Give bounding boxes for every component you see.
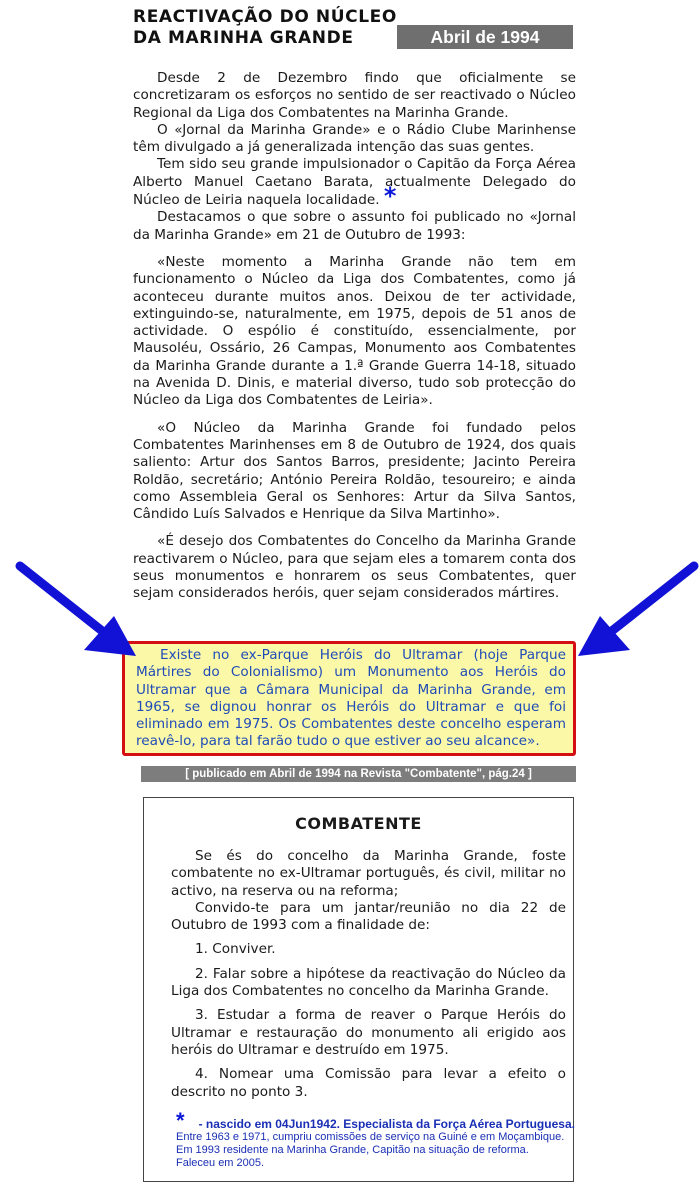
footnote-line-4: Faleceu em 2005. bbox=[176, 1157, 265, 1169]
notice-paragraph-1: Se és do concelho da Marinha Grande, foste combatente no ex-Ultramar português, és civil, militar no activo, na reserva ou na reforma; bbox=[171, 848, 566, 899]
article-title bbox=[133, 7, 397, 49]
highlight-text: Existe no ex-Parque Heróis do Ultramar (hoje Parque Mártires do Colonialismo) um Monumento aos Heróis do Ultramar que a Câmara Municipal da Marinha Grande, em 1965, se dignou honrar os Heróis do Ultramar e que foi eliminado em 1975. Os Combatentes deste concelho esperam reavê-lo, para tal farão tudo o que estiver ao seu alcance». bbox=[136, 647, 566, 750]
notice-item-2: 2. Falar sobre a hipótese da reactivação do Núcleo da Liga dos Combatentes no concelho da Marinha Grande. bbox=[171, 965, 566, 1000]
left-arrow-icon bbox=[14, 560, 142, 660]
footnote-line-1 bbox=[176, 1108, 576, 1133]
right-arrow-icon bbox=[572, 560, 700, 660]
notice-item-3: 3. Estudar a forma de reaver o Parque Heróis do Ultramar e restauração do monumento ali erigido aos heróis do Ultramar e destruído em 1975. bbox=[171, 1007, 566, 1058]
notice-title: COMBATENTE bbox=[295, 814, 422, 833]
footnote-line-2: Entre 1963 e 1971, cumpriu comissões de serviço na Guiné e em Moçambique. bbox=[176, 1131, 565, 1143]
notice-item-1: 1. Conviver. bbox=[195, 941, 276, 958]
notice-paragraph-2: Convido-te para um jantar/reunião no dia 22 de Outubro de 1993 com a finalidade de: bbox=[171, 899, 566, 934]
highlighted-paragraph bbox=[122, 641, 576, 756]
title-line-2: DA MARINHA GRANDE bbox=[133, 28, 354, 48]
quote-2: «O Núcleo da Marinha Grande foi fundado pelos Combatentes Marinhenses em 8 de Outubro de 1924, dos quais saliento: Artur dos Santos Barros, presidente; Jacinto Pereira Roldão, secretário; António Pereira Roldão, tesoureiro; e ainda como Assembleia Geral os Senhores: Artur da Silva Santos, Cândido Luís Salvados e Henrique da Silva Martinho». bbox=[133, 419, 576, 523]
footnote-asterisk-icon: * bbox=[176, 1108, 185, 1133]
date-badge: Abril de 1994 bbox=[397, 25, 573, 49]
publication-caption: [ publicado em Abril de 1994 na Revista "Combatente", pág.24 ] bbox=[141, 766, 576, 782]
notice-body bbox=[171, 848, 566, 1101]
paragraph-4: Destacamos o que sobre o assunto foi publicado no «Jornal da Marinha Grande» em 21 de Outubro de 1993: bbox=[133, 209, 576, 243]
asterisk-icon: * bbox=[383, 182, 397, 211]
paragraph-2: O «Jornal da Marinha Grande» e o Rádio Clube Marinhense têm divulgado a já generalizada intenção das suas gentes. bbox=[133, 121, 576, 156]
quote-3: «É desejo dos Combatentes do Concelho da Marinha Grande reactivarem o Núcleo, para que sejam eles a tomarem conta dos seus monumentos e honrarem os seus Combatentes, quer sejam considerados heróis, quer sejam considerados mártires. bbox=[133, 533, 576, 602]
paragraph-3 bbox=[133, 156, 576, 209]
quote-1: «Neste momento a Marinha Grande não tem em funcionamento o Núcleo da Liga dos Combatentes, como já aconteceu durante muitos anos. Deixou de ter actividade, extinguindo-se, naturalmente, em 1975, depois de 51 anos de actividade. O espólio é constituído, essencialmente, por Mausoléu, Ossário, 26 Campas, Monumento aos Combatentes da Marinha Grande durante a 1.ª Grande Guerra 14-18, situado na Avenida D. Dinis, e material diverso, tudo sob protecção do Núcleo da Liga dos Combatentes de Leiria». bbox=[133, 253, 576, 409]
article-body bbox=[133, 70, 576, 603]
footnote-line-3: Em 1993 residente na Marinha Grande, Capitão na situação de reforma. bbox=[176, 1144, 529, 1156]
title-line-1: REACTIVAÇÃO DO NÚCLEO bbox=[133, 7, 397, 27]
paragraph-3-text: Tem sido seu grande impulsionador o Capitão da Força Aérea Alberto Manuel Caetano Barata, actualmente Delegado do Núcleo de Leiria naquela localidade. bbox=[133, 156, 576, 209]
notice-item-4: 4. Nomear uma Comissão para levar a efeito o descrito no ponto 3. bbox=[171, 1066, 566, 1100]
paragraph-1: Desde 2 de Dezembro findo que oficialmente se concretizaram os esforços no sentido de ser reactivado o Núcleo Regional da Liga dos Combatentes na Marinha Grande. bbox=[133, 70, 576, 121]
footnote bbox=[176, 1108, 576, 1170]
footnote-line-1-text: - nascido em 04Jun1942. Especialista da Força Aérea Portuguesa. bbox=[198, 1117, 575, 1131]
